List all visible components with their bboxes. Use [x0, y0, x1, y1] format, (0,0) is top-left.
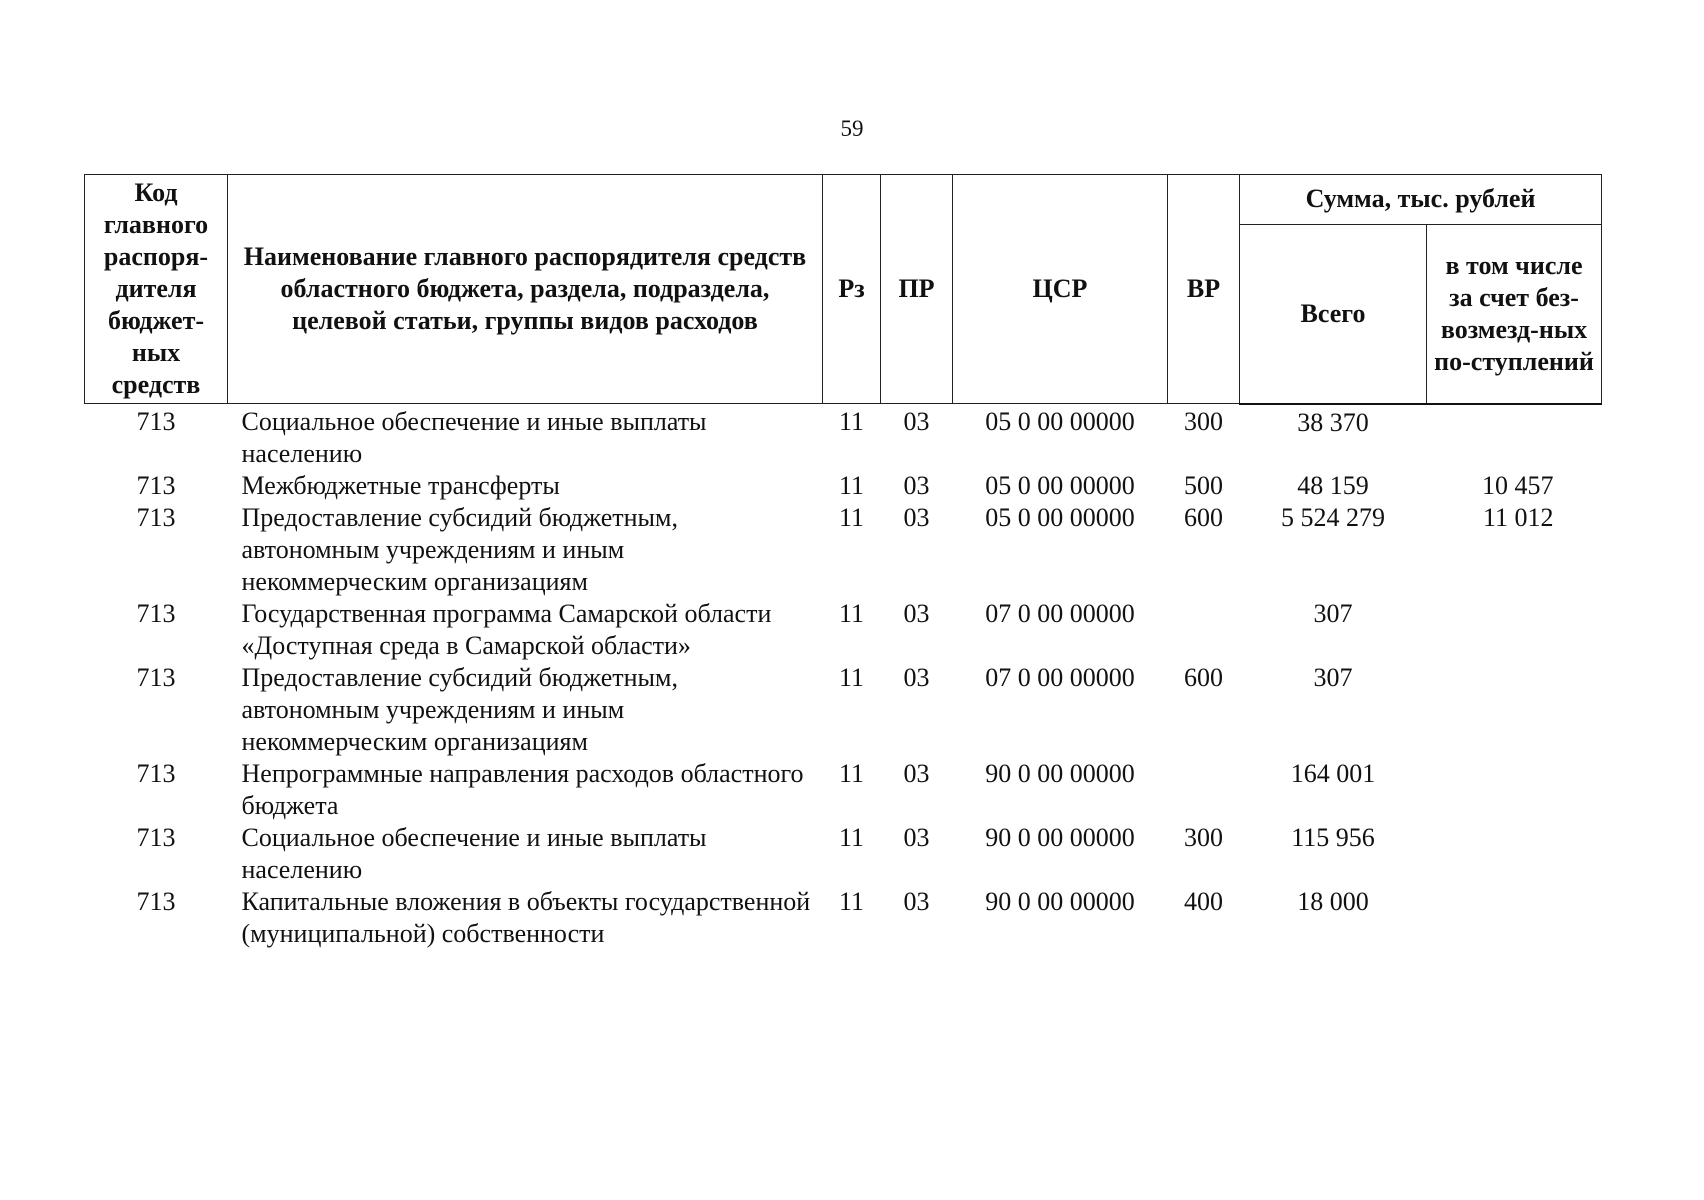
- cell-rz: 11: [838, 407, 865, 436]
- header-sum: Сумма, тыс. рублей: [1240, 175, 1602, 225]
- cell-name: Государственная программа Самарской области «Доступная среда в Самарской области»: [241, 599, 772, 660]
- cell-vr: 600: [1184, 503, 1223, 532]
- cell-free: [1427, 758, 1602, 822]
- cell-total: 115 956: [1291, 823, 1375, 852]
- cell-csr: 07 0 00 00000: [985, 599, 1135, 628]
- table-row: [85, 822, 1602, 886]
- cell-vr: [1168, 598, 1240, 662]
- header-pr: ПР: [881, 175, 953, 404]
- cell-code: 713: [136, 503, 176, 532]
- header-code: Код главного распоря-дителя бюджет-ных средств: [85, 175, 228, 404]
- cell-csr: 05 0 00 00000: [985, 503, 1135, 532]
- page-number: 59: [840, 116, 864, 141]
- cell-vr: 500: [1184, 471, 1223, 500]
- table-row: [85, 886, 1602, 950]
- cell-total: 48 159: [1297, 471, 1369, 500]
- table-header: [85, 175, 1602, 404]
- cell-name: Предоставление субсидий бюджетным, автономным учреждениям и иным некоммерческим организациям: [241, 503, 678, 596]
- cell-code: 713: [136, 599, 176, 628]
- cell-vr: [1168, 758, 1240, 822]
- cell-free: 10 457: [1482, 471, 1554, 500]
- cell-free: [1427, 886, 1602, 950]
- cell-pr: 03: [903, 599, 930, 628]
- cell-csr: 05 0 00 00000: [985, 471, 1135, 500]
- cell-csr: 90 0 00 00000: [985, 887, 1135, 916]
- table-row: [85, 598, 1602, 662]
- cell-rz: 11: [838, 471, 865, 500]
- cell-vr: 300: [1184, 407, 1223, 436]
- cell-rz: 11: [838, 503, 865, 532]
- cell-vr: 300: [1184, 823, 1223, 852]
- cell-total: 38 370: [1297, 407, 1369, 437]
- table-row: [85, 404, 1602, 471]
- cell-total: 5 524 279: [1281, 503, 1385, 532]
- header-total: Всего: [1240, 224, 1427, 403]
- cell-code: 713: [136, 823, 176, 852]
- header-free: в том числе за счет без-возмезд-ных по-ступлений: [1427, 224, 1602, 403]
- cell-total: 307: [1313, 663, 1353, 692]
- cell-rz: 11: [838, 599, 865, 628]
- cell-pr: 03: [903, 471, 930, 500]
- cell-free: [1427, 404, 1602, 471]
- budget-table: [84, 174, 1602, 950]
- cell-name: Капитальные вложения в объекты государственной (муниципальной) собственности: [241, 887, 811, 948]
- cell-total: 18 000: [1297, 887, 1369, 916]
- cell-name: Предоставление субсидий бюджетным, автономным учреждениям и иным некоммерческим организациям: [241, 663, 678, 756]
- cell-total: 307: [1313, 599, 1353, 628]
- cell-free: [1427, 822, 1602, 886]
- cell-rz: 11: [838, 887, 865, 916]
- cell-pr: 03: [903, 663, 930, 692]
- cell-code: 713: [136, 407, 176, 436]
- header-name: Наименование главного распорядителя средств областного бюджета, раздела, подраздела, целевой статьи, группы видов расходов: [228, 175, 823, 404]
- cell-vr: 600: [1184, 663, 1223, 692]
- cell-code: 713: [136, 759, 176, 788]
- cell-name: Социальное обеспечение и иные выплаты населению: [241, 407, 707, 468]
- cell-pr: 03: [903, 823, 930, 852]
- cell-csr: 90 0 00 00000: [985, 823, 1135, 852]
- cell-pr: 03: [903, 407, 930, 436]
- cell-pr: 03: [903, 503, 930, 532]
- header-rz: Рз: [823, 175, 881, 404]
- cell-name: Непрограммные направления расходов областного бюджета: [241, 759, 804, 820]
- cell-vr: 400: [1184, 887, 1223, 916]
- cell-rz: 11: [838, 759, 865, 788]
- header-vr: ВР: [1168, 175, 1240, 404]
- cell-free: [1427, 662, 1602, 758]
- cell-code: 713: [136, 471, 176, 500]
- cell-free: [1427, 598, 1602, 662]
- header-csr: ЦСР: [953, 175, 1168, 404]
- cell-pr: 03: [903, 759, 930, 788]
- table-row: [85, 502, 1602, 598]
- cell-rz: 11: [838, 663, 865, 692]
- cell-csr: 90 0 00 00000: [985, 759, 1135, 788]
- cell-name: Межбюджетные трансферты: [241, 471, 560, 500]
- table-row: [85, 758, 1602, 822]
- table-row: [85, 470, 1602, 502]
- cell-csr: 07 0 00 00000: [985, 663, 1135, 692]
- cell-rz: 11: [838, 823, 865, 852]
- table-row: [85, 662, 1602, 758]
- cell-name: Социальное обеспечение и иные выплаты населению: [241, 823, 707, 884]
- cell-free: 11 012: [1482, 503, 1554, 532]
- cell-code: 713: [136, 887, 176, 916]
- cell-csr: 05 0 00 00000: [985, 407, 1135, 436]
- cell-pr: 03: [903, 887, 930, 916]
- table-body: [85, 404, 1602, 951]
- cell-code: 713: [136, 663, 176, 692]
- cell-total: 164 001: [1290, 759, 1376, 788]
